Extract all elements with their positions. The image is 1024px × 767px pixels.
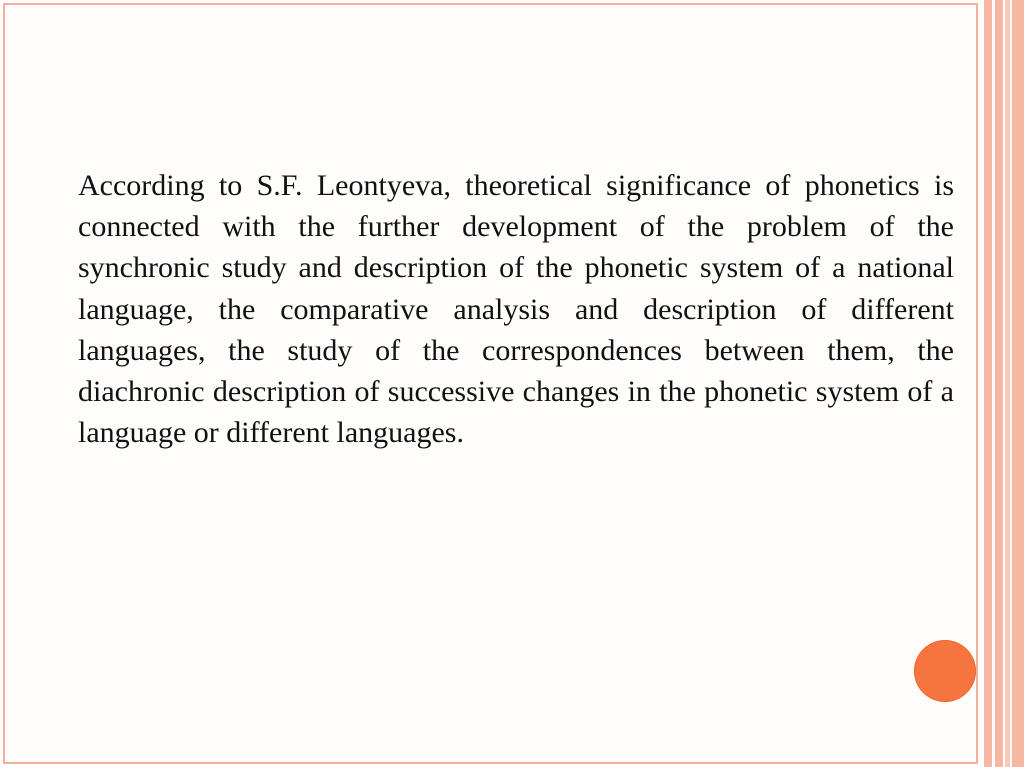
slide-body-text: According to S.F. Leontyeva, theoretical significance of phonetics is connected with the further development of the problem of the synchronic study and description of the phonetic system of a national language, the comparative analysis and description of different languages, the study of the correspondences between them, the diachronic description of successive changes in the phonetic system of a language or different languages. <box>78 169 954 450</box>
stripe <box>1012 0 1024 767</box>
decorative-stripes <box>978 0 1024 767</box>
stripe <box>1005 0 1010 767</box>
orange-circle-icon <box>914 640 976 702</box>
stripe <box>984 0 992 767</box>
stripe <box>995 0 1003 767</box>
